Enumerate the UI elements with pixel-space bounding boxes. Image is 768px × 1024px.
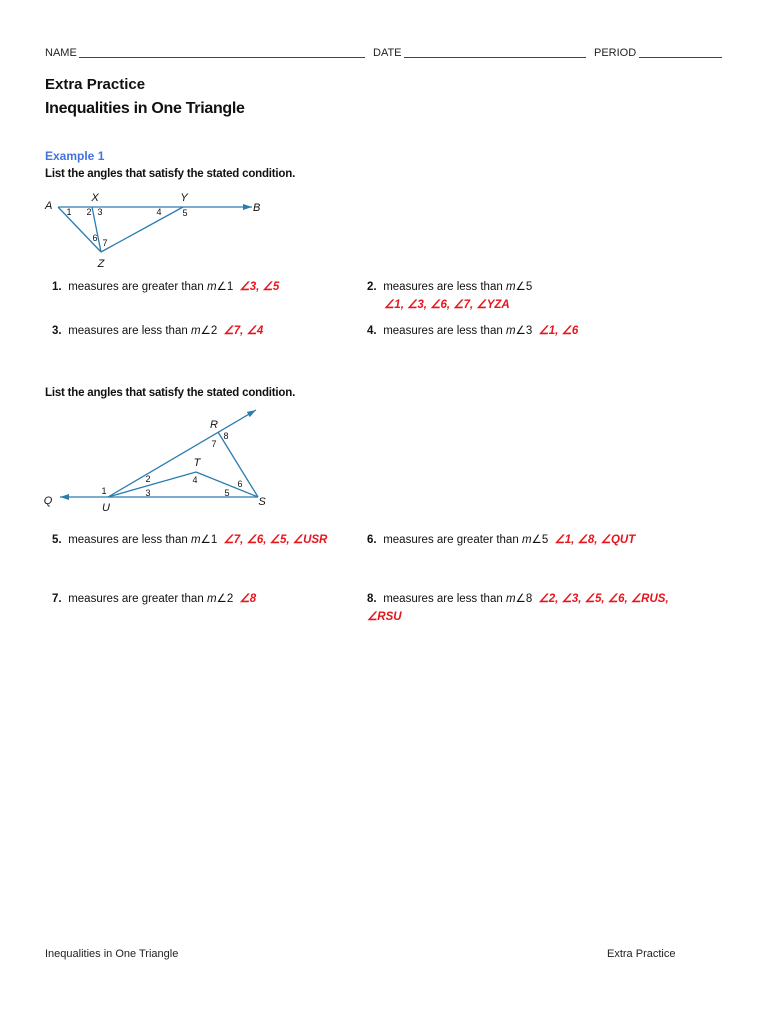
answer-line-1: ∠2, ∠3, ∠5, ∠6, ∠RUS, [538,593,669,605]
angle-measure: m∠5 [505,281,533,293]
angle-label-6: 6 [237,479,243,489]
angle-measure: m∠2 [190,325,218,337]
angle-measure: m∠2 [206,593,234,605]
angle-label-2: 2 [145,474,151,484]
angle-label-1: 1 [66,207,72,217]
exercise-number: 6. [367,534,377,546]
exercise-number: 8. [367,593,377,605]
figure-1-diagram [40,188,270,273]
vertex-label-y: Y [180,192,188,204]
exercise-8 [367,592,669,607]
angle-label-3: 3 [97,207,103,217]
answer: ∠7, ∠6, ∠5, ∠USR [223,534,328,546]
worksheet-kicker: Extra Practice [45,76,146,93]
angle-measure: m∠3 [505,325,533,337]
angle-label-4: 4 [192,475,198,485]
angle-label-2: 2 [86,207,92,217]
period-blank-line [639,57,722,58]
angle-label-3: 3 [145,488,151,498]
answer-line-2: ∠RSU [367,611,402,623]
angle-measure: m∠1 [190,534,218,546]
vertex-label-u: U [102,502,110,514]
exercise-5 [52,533,327,548]
vertex-label-t: T [193,457,201,469]
figure-2-diagram [40,400,275,515]
angle-label-4: 4 [156,207,162,217]
example-label: Example 1 [45,149,105,163]
instruction-1: List the angles that satisfy the stated condition. [45,168,296,180]
vertex-label-x: X [91,192,99,204]
exercise-number: 4. [367,325,377,337]
vertex-label-a: A [45,200,53,212]
answer: ∠1, ∠6 [538,325,579,337]
vertex-label-b: B [253,202,261,214]
vertex-label-s: S [258,496,266,508]
exercise-prompt: measures are less than [383,281,503,293]
answer: ∠1, ∠8, ∠QUT [554,534,636,546]
angle-measure: m∠8 [505,593,533,605]
exercise-number: 2. [367,281,377,293]
period-label: PERIOD [594,47,637,59]
exercise-3 [52,324,263,339]
answer: ∠7, ∠4 [223,325,264,337]
vertex-label-q: Q [43,495,53,507]
angle-measure: m∠1 [206,281,234,293]
answer: ∠3, ∠5 [239,281,280,293]
vertex-label-r: R [210,419,218,431]
exercise-number: 5. [52,534,62,546]
exercise-prompt: measures are greater than [68,593,204,605]
angle-label-8: 8 [223,431,229,441]
exercise-prompt: measures are less than [383,325,503,337]
exercise-2 [367,280,532,295]
vertex-label-z: Z [97,258,105,270]
exercise-number: 3. [52,325,62,337]
answer: ∠8 [239,593,257,605]
answer: ∠1, ∠3, ∠6, ∠7, ∠YZA [384,299,510,311]
segment-az [58,207,101,252]
exercise-number: 1. [52,281,62,293]
footer-right: Extra Practice [607,948,676,960]
segment-ut [108,472,196,497]
instruction-2: List the angles that satisfy the stated condition. [45,387,296,399]
date-blank-line [404,57,586,58]
exercise-1 [52,280,279,295]
angle-measure: m∠5 [521,534,549,546]
exercise-prompt: measures are greater than [383,534,519,546]
name-blank-line [79,57,365,58]
exercise-prompt: measures are less than [68,534,188,546]
segment-yz [101,207,183,252]
exercise-number: 7. [52,593,62,605]
ray-ur [108,410,256,497]
exercise-prompt: measures are less than [383,593,503,605]
angle-label-1: 1 [101,486,107,496]
exercise-4 [367,324,578,339]
exercise-prompt: measures are greater than [68,281,204,293]
exercise-prompt: measures are less than [68,325,188,337]
footer-left: Inequalities in One Triangle [45,948,179,960]
angle-label-5: 5 [182,208,188,218]
name-label: NAME [45,47,77,59]
angle-label-7: 7 [102,238,108,248]
angle-label-6: 6 [92,233,98,243]
exercise-7 [52,592,256,607]
angle-label-7: 7 [211,439,217,449]
angle-label-5: 5 [224,488,230,498]
exercise-6 [367,533,635,548]
date-label: DATE [373,47,402,59]
page-title: Inequalities in One Triangle [45,100,245,117]
